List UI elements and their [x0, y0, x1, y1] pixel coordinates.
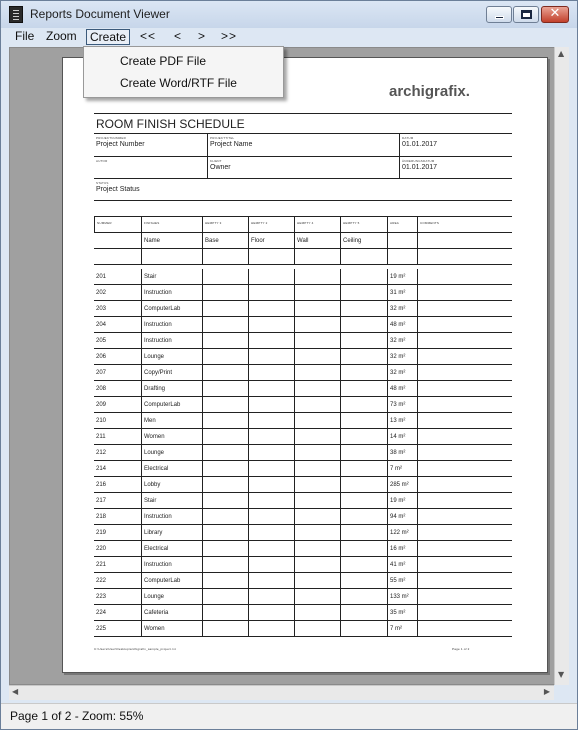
comments-cell	[417, 397, 512, 413]
area-cell: 41 m²	[387, 557, 417, 573]
room-name-cell: Electrical	[141, 541, 202, 557]
finish-cell	[294, 397, 340, 413]
room-number-cell: 205	[96, 338, 107, 344]
table-row	[94, 301, 512, 317]
room-number-cell: 209	[96, 402, 107, 408]
comments-cell	[417, 301, 512, 317]
horizontal-scrollbar[interactable]	[9, 685, 554, 700]
room-name-cell: Lounge	[141, 445, 202, 461]
room-number-cell: 225	[96, 626, 107, 632]
footer-page: Page 1 of 2	[452, 647, 470, 651]
info-project-title: PROJEKTTITEL Project Name	[208, 134, 400, 156]
room-number-cell: 210	[96, 418, 107, 424]
finish-cell	[294, 365, 340, 381]
menu-zoom[interactable]: Zoom	[46, 29, 77, 43]
finish-cell	[248, 477, 294, 493]
room-number-cell: 211	[96, 434, 106, 440]
table-cell	[387, 249, 417, 265]
status-bar	[1, 703, 577, 729]
room-number-cell: 214	[96, 466, 107, 472]
finish-cell	[294, 333, 340, 349]
table-row	[94, 269, 512, 285]
create-pdf-item[interactable]: Create PDF File	[120, 54, 207, 68]
finish-cell	[294, 445, 340, 461]
room-number-cell: 201	[96, 274, 107, 280]
finish-cell	[202, 557, 248, 573]
finish-cell	[294, 557, 340, 573]
finish-cell	[202, 333, 248, 349]
finish-cell	[340, 461, 387, 477]
area-cell: 133 m²	[387, 589, 417, 605]
maximize-button[interactable]	[513, 6, 539, 23]
finish-cell	[294, 605, 340, 621]
table-row	[94, 445, 512, 461]
info-project-number: PROJEKTNUMMER Project Number	[94, 134, 208, 156]
comments-cell	[417, 589, 512, 605]
room-name-cell: Instruction	[141, 557, 202, 573]
finish-cell	[340, 541, 387, 557]
table-row	[94, 605, 512, 621]
finish-cell	[294, 285, 340, 301]
room-name-cell: Instruction	[141, 333, 202, 349]
table-row	[94, 557, 512, 573]
table-row	[94, 589, 512, 605]
room-name-cell: Library	[141, 525, 202, 541]
finish-cell	[294, 461, 340, 477]
comments-cell	[417, 429, 512, 445]
info-status: STATUS Project Status	[96, 181, 140, 193]
area-cell: 55 m²	[387, 573, 417, 589]
finish-cell	[294, 349, 340, 365]
finish-cell	[294, 621, 340, 637]
comments-cell	[417, 605, 512, 621]
scroll-down-icon[interactable]: ▼	[558, 670, 565, 679]
menu-bar	[1, 28, 577, 46]
finish-cell	[248, 429, 294, 445]
finish-cell	[340, 333, 387, 349]
table-row	[94, 493, 512, 509]
table-cell	[94, 249, 141, 265]
report-title: ROOM FINISH SCHEDULE	[96, 117, 245, 131]
info-client: KLIENT Owner	[208, 157, 400, 179]
area-cell: 32 m²	[387, 349, 417, 365]
room-number-cell: 216	[96, 482, 107, 488]
table-row	[94, 349, 512, 365]
finish-cell	[248, 525, 294, 541]
finish-cell	[248, 365, 294, 381]
area-cell: 35 m²	[387, 605, 417, 621]
comments-cell	[417, 541, 512, 557]
scroll-left-icon[interactable]: ◀	[12, 687, 19, 696]
room-name-cell: ComputerLab	[141, 301, 202, 317]
area-cell: 19 m²	[387, 493, 417, 509]
table-cell	[248, 249, 294, 265]
area-cell: 32 m²	[387, 301, 417, 317]
column-subheader: Wall	[294, 233, 340, 249]
area-cell: 73 m²	[387, 397, 417, 413]
finish-cell	[202, 493, 248, 509]
finish-cell	[202, 525, 248, 541]
scroll-up-icon[interactable]: ▲	[558, 49, 565, 58]
finish-cell	[248, 413, 294, 429]
table-row	[94, 477, 512, 493]
area-cell: 38 m²	[387, 445, 417, 461]
finish-cell	[340, 349, 387, 365]
column-subheader	[387, 233, 417, 249]
column-header: HEMPTY 5	[340, 217, 387, 233]
last-page-button[interactable]: >>	[221, 29, 238, 43]
comments-cell	[417, 493, 512, 509]
finish-cell	[248, 605, 294, 621]
room-name-cell: Cafeteria	[141, 605, 202, 621]
table-subheader-row	[94, 233, 512, 249]
room-number-cell: 208	[96, 386, 107, 392]
minimize-button[interactable]	[486, 6, 512, 23]
room-number-cell: 203	[96, 306, 107, 312]
close-icon: ✕	[549, 6, 561, 21]
table-row	[94, 429, 512, 445]
area-cell: 14 m²	[387, 429, 417, 445]
first-page-button[interactable]: <<	[140, 29, 157, 43]
area-cell: 48 m²	[387, 317, 417, 333]
finish-cell	[202, 317, 248, 333]
finish-cell	[248, 621, 294, 637]
finish-cell	[248, 445, 294, 461]
column-subheader: Base	[202, 233, 248, 249]
room-name-cell: Copy/Print	[141, 365, 202, 381]
finish-cell	[340, 365, 387, 381]
finish-cell	[202, 269, 248, 285]
comments-cell	[417, 509, 512, 525]
finish-cell	[340, 397, 387, 413]
comments-cell	[417, 381, 512, 397]
table-cell	[202, 249, 248, 265]
finish-cell	[202, 365, 248, 381]
finish-cell	[340, 509, 387, 525]
finish-cell	[248, 509, 294, 525]
room-name-cell: Stair	[141, 493, 202, 509]
finish-cell	[202, 573, 248, 589]
menu-create[interactable]: Create	[86, 29, 130, 45]
room-number-cell: 222	[96, 578, 107, 584]
finish-cell	[202, 381, 248, 397]
column-subheader: Floor	[248, 233, 294, 249]
finish-cell	[340, 493, 387, 509]
finish-cell	[340, 429, 387, 445]
finish-cell	[294, 509, 340, 525]
area-cell: 122 m²	[387, 525, 417, 541]
column-header: HEMPTY 3	[202, 217, 248, 233]
finish-cell	[340, 525, 387, 541]
finish-cell	[340, 269, 387, 285]
finish-cell	[202, 621, 248, 637]
finish-cell	[340, 445, 387, 461]
finish-cell	[248, 301, 294, 317]
finish-cell	[202, 509, 248, 525]
create-word-rtf-item[interactable]: Create Word/RTF File	[120, 76, 237, 90]
finish-cell	[202, 461, 248, 477]
finish-cell	[294, 413, 340, 429]
room-name-cell: Instruction	[141, 509, 202, 525]
finish-cell	[248, 461, 294, 477]
finish-cell	[294, 269, 340, 285]
info-change-date: ÄNDERUNGSDATUM 01.01.2017	[402, 159, 438, 171]
area-cell: 94 m²	[387, 509, 417, 525]
room-name-cell: Instruction	[141, 317, 202, 333]
finish-cell	[248, 541, 294, 557]
finish-cell	[202, 445, 248, 461]
comments-cell	[417, 621, 512, 637]
table-header-row	[94, 217, 512, 233]
column-header: COMMENTS	[417, 217, 512, 233]
divider	[94, 113, 512, 114]
finish-cell	[202, 589, 248, 605]
finish-cell	[248, 349, 294, 365]
table-row	[94, 461, 512, 477]
finish-cell	[294, 493, 340, 509]
area-cell: 7 m²	[387, 621, 417, 637]
room-name-cell: Electrical	[141, 461, 202, 477]
column-header: AREA	[387, 217, 417, 233]
comments-cell	[417, 269, 512, 285]
column-header: HEMPTY 4	[294, 217, 340, 233]
finish-cell	[202, 397, 248, 413]
table-row	[94, 397, 512, 413]
comments-cell	[417, 349, 512, 365]
room-number-cell: 223	[96, 594, 107, 600]
table-cell	[294, 249, 340, 265]
minimize-icon	[495, 16, 504, 19]
finish-cell	[294, 589, 340, 605]
column-subheader	[94, 233, 141, 249]
finish-cell	[248, 269, 294, 285]
room-number-cell: 219	[96, 530, 107, 536]
area-cell: 32 m²	[387, 365, 417, 381]
finish-cell	[340, 381, 387, 397]
table-row	[94, 509, 512, 525]
finish-cell	[340, 301, 387, 317]
room-name-cell: ComputerLab	[141, 573, 202, 589]
comments-cell	[417, 461, 512, 477]
finish-cell	[202, 477, 248, 493]
previous-page-button[interactable]: <	[174, 29, 183, 43]
room-name-cell: Drafting	[141, 381, 202, 397]
finish-cell	[248, 285, 294, 301]
vertical-scrollbar[interactable]	[554, 47, 569, 685]
menu-file[interactable]: File	[15, 29, 35, 43]
finish-cell	[202, 429, 248, 445]
finish-cell	[202, 285, 248, 301]
table-row	[94, 285, 512, 301]
create-dropdown-menu	[83, 46, 284, 98]
table-cell	[340, 249, 387, 265]
table-cell	[141, 249, 202, 265]
finish-cell	[340, 589, 387, 605]
finish-cell	[248, 381, 294, 397]
column-subheader	[417, 233, 512, 249]
document-viewport[interactable]	[9, 47, 569, 685]
company-logo: archigrafix.	[389, 83, 470, 100]
table-row	[94, 413, 512, 429]
comments-cell	[417, 573, 512, 589]
finish-cell	[202, 301, 248, 317]
room-name-cell: Lounge	[141, 349, 202, 365]
column-subheader: Name	[141, 233, 202, 249]
finish-cell	[340, 317, 387, 333]
finish-cell	[340, 285, 387, 301]
comments-cell	[417, 333, 512, 349]
table-spacer-row	[94, 249, 512, 265]
table-row	[94, 365, 512, 381]
room-number-cell: 224	[96, 610, 107, 616]
table-row	[94, 573, 512, 589]
table-row	[94, 333, 512, 349]
room-number-cell: 221	[96, 562, 107, 568]
room-number-cell: 212	[96, 450, 107, 456]
room-number-cell: 204	[96, 322, 107, 328]
table-cell	[417, 249, 512, 265]
title-bar[interactable]	[1, 1, 577, 28]
finish-cell	[202, 349, 248, 365]
table-row	[94, 525, 512, 541]
room-name-cell: Lounge	[141, 589, 202, 605]
room-name-cell: Men	[141, 413, 202, 429]
divider	[94, 200, 512, 201]
area-cell: 13 m²	[387, 413, 417, 429]
room-name-cell: Lobby	[141, 477, 202, 493]
finish-cell	[340, 605, 387, 621]
comments-cell	[417, 557, 512, 573]
info-date: DATUM 01.01.2017	[402, 136, 438, 148]
finish-cell	[340, 621, 387, 637]
area-cell: 7 m²	[387, 461, 417, 477]
scroll-right-icon[interactable]: ▶	[543, 687, 550, 696]
finish-cell	[294, 317, 340, 333]
document-icon	[9, 6, 23, 23]
finish-cell	[294, 381, 340, 397]
finish-cell	[294, 525, 340, 541]
table-row	[94, 621, 512, 637]
finish-cell	[340, 557, 387, 573]
finish-cell	[294, 541, 340, 557]
comments-cell	[417, 285, 512, 301]
area-cell: 48 m²	[387, 381, 417, 397]
finish-cell	[202, 541, 248, 557]
column-header: HEMPTY 2	[248, 217, 294, 233]
area-cell: 285 m²	[387, 477, 417, 493]
comments-cell	[417, 525, 512, 541]
finish-cell	[294, 301, 340, 317]
room-number-cell: 206	[96, 354, 107, 360]
column-header: NUMMER	[94, 217, 141, 233]
finish-cell	[248, 589, 294, 605]
room-name-cell: Stair	[141, 269, 202, 285]
comments-cell	[417, 365, 512, 381]
finish-cell	[248, 493, 294, 509]
area-cell: 32 m²	[387, 333, 417, 349]
room-name-cell: Women	[141, 429, 202, 445]
room-number-cell: 202	[96, 290, 107, 296]
finish-cell	[340, 573, 387, 589]
area-cell: 19 m²	[387, 269, 417, 285]
finish-cell	[248, 333, 294, 349]
comments-cell	[417, 413, 512, 429]
comments-cell	[417, 317, 512, 333]
column-subheader: Ceiling	[340, 233, 387, 249]
finish-cell	[248, 573, 294, 589]
comments-cell	[417, 477, 512, 493]
report-page	[62, 57, 548, 673]
finish-cell	[294, 573, 340, 589]
finish-cell	[294, 429, 340, 445]
table-row	[94, 317, 512, 333]
room-name-cell: ComputerLab	[141, 397, 202, 413]
finish-cell	[294, 477, 340, 493]
room-name-cell: Women	[141, 621, 202, 637]
finish-cell	[340, 413, 387, 429]
room-number-cell: 220	[96, 546, 107, 552]
area-cell: 16 m²	[387, 541, 417, 557]
table-row	[94, 541, 512, 557]
room-number-cell: 207	[96, 370, 107, 376]
area-cell: 31 m²	[387, 285, 417, 301]
status-text: Page 1 of 2 - Zoom: 55%	[10, 709, 144, 723]
window-title: Reports Document Viewer	[30, 7, 170, 21]
finish-cell	[248, 557, 294, 573]
finish-cell	[248, 317, 294, 333]
finish-cell	[202, 413, 248, 429]
finish-cell	[340, 477, 387, 493]
room-name-cell: Instruction	[141, 285, 202, 301]
room-number-cell: 218	[96, 514, 107, 520]
room-number-cell: 217	[96, 498, 107, 504]
comments-cell	[417, 445, 512, 461]
footer-path: C:\Users\User\Desktop\archigrafix_sample_project.rvt	[94, 647, 176, 651]
finish-cell	[202, 605, 248, 621]
table-row	[94, 381, 512, 397]
finish-cell	[248, 397, 294, 413]
maximize-icon	[521, 10, 532, 19]
close-button[interactable]	[541, 6, 569, 23]
column-header: FINISHES	[141, 217, 202, 233]
info-author: AUTOR	[94, 157, 208, 179]
next-page-button[interactable]: >	[198, 29, 207, 43]
